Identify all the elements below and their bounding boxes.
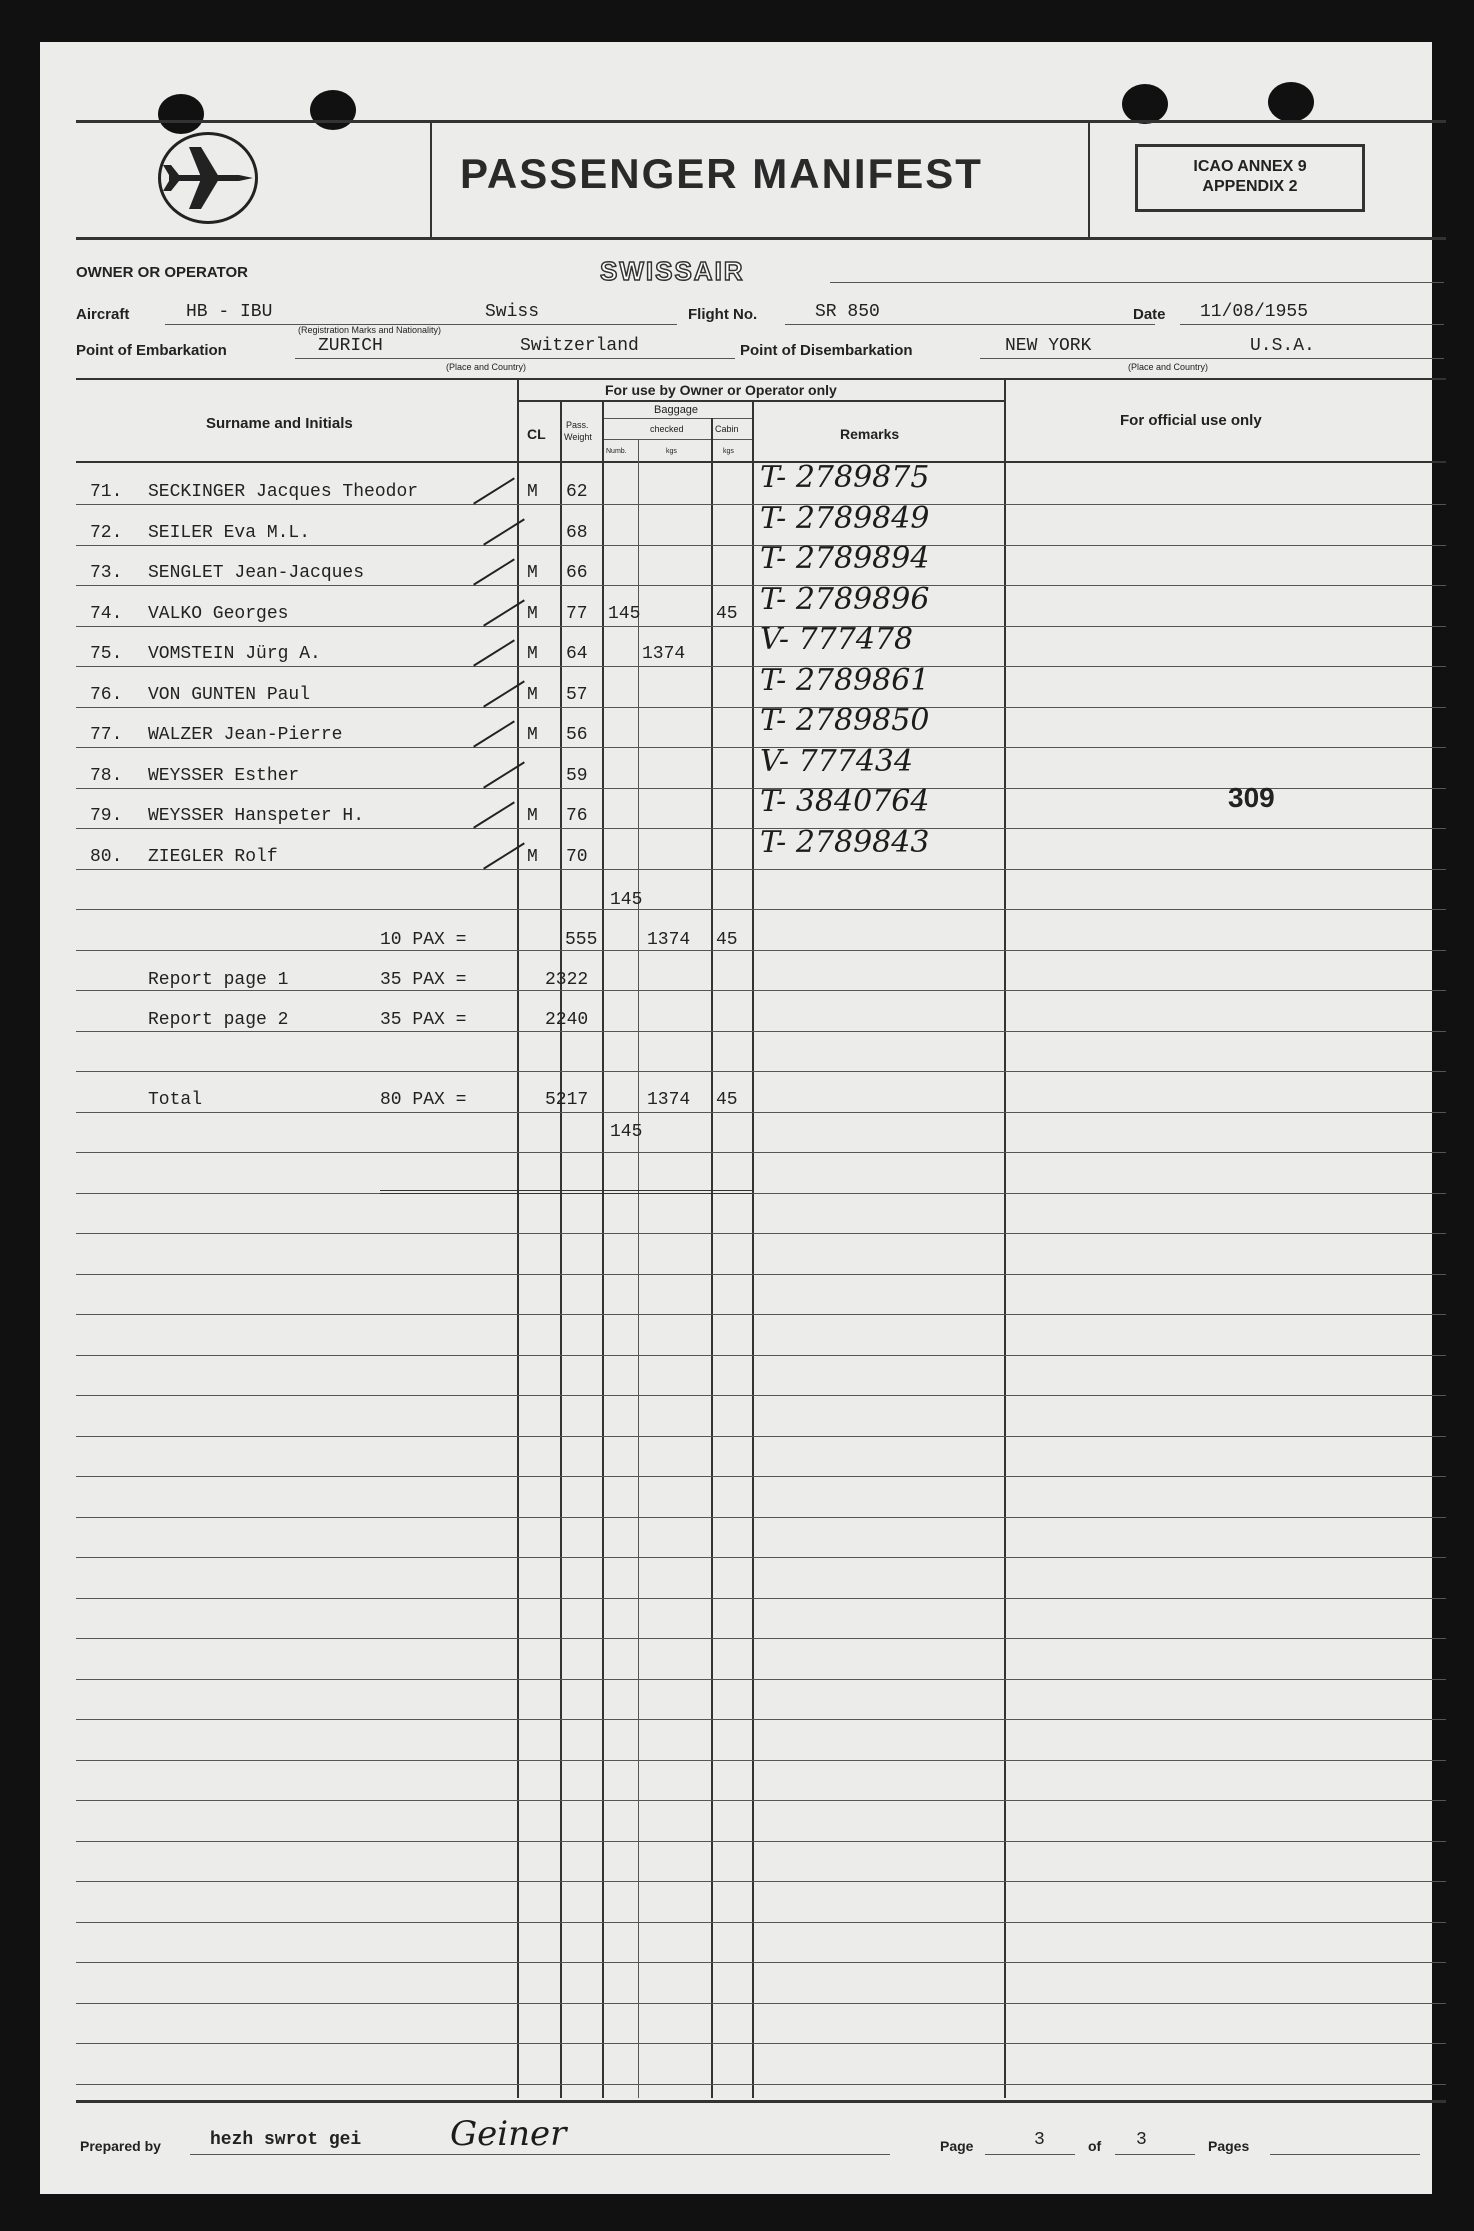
cell-weight: 68	[566, 523, 588, 543]
cell-no: 74.	[90, 604, 123, 624]
cell-cl: M	[527, 604, 538, 624]
cell-name: VON GUNTEN Paul	[148, 685, 311, 705]
cell-name: WEYSSER Hanspeter H.	[148, 806, 365, 826]
place-note-2: (Place and Country)	[1128, 362, 1209, 372]
cell-remark: T- 2789875	[760, 460, 930, 495]
baggage-rule	[602, 418, 752, 419]
cell-no: 76.	[90, 685, 123, 705]
cell-weight: 76	[566, 806, 588, 826]
total-numb: 145	[610, 1122, 643, 1142]
weight-header-1: Pass.	[566, 420, 589, 430]
cell-weight: 70	[566, 847, 588, 867]
disembark-rule	[980, 358, 1444, 359]
cell-cl: M	[527, 725, 538, 745]
prepared-label: Prepared by	[80, 2138, 161, 2154]
row-rule	[76, 1881, 1446, 1882]
cell-no: 73.	[90, 563, 123, 583]
manifest-sheet	[40, 42, 1432, 2194]
cell-remark: V- 777434	[760, 744, 914, 779]
baggage-header: Baggage	[654, 404, 699, 416]
flight-label: Flight No.	[688, 306, 758, 323]
checked-rule	[602, 439, 752, 440]
report-page-1-pax: 35 PAX =	[380, 970, 467, 990]
cell-numb: 145	[608, 604, 641, 624]
disembark-label: Point of Disembarkation	[740, 342, 913, 359]
summary-cabin-10: 45	[716, 930, 738, 950]
column-divider	[638, 439, 639, 2098]
flight-value: SR 850	[815, 302, 880, 322]
of-rule	[1115, 2154, 1195, 2155]
row-rule	[76, 1395, 1446, 1396]
cell-remark: V- 777478	[760, 622, 914, 657]
owner-use-rule	[517, 400, 1004, 402]
cell-cl: M	[527, 563, 538, 583]
aircraft-label: Aircraft	[76, 306, 130, 323]
signature: Geiner	[450, 2114, 567, 2154]
row-rule	[76, 1436, 1446, 1437]
check-mark	[473, 801, 515, 828]
cell-kgs: 1374	[642, 644, 686, 664]
numb-header: Numb.	[606, 448, 627, 455]
row-rule	[76, 869, 1446, 870]
cell-weight: 64	[566, 644, 588, 664]
cell-remark: T- 2789896	[760, 582, 930, 617]
pages-rule	[1270, 2154, 1420, 2155]
header-top-rule	[76, 120, 1446, 123]
page-value: 3	[1034, 2130, 1045, 2150]
pages-label: Pages	[1208, 2138, 1250, 2154]
cell-name: ZIEGLER Rolf	[148, 847, 278, 867]
cell-remark: T- 2789849	[760, 501, 930, 536]
summary-pax-10: 10 PAX =	[380, 930, 467, 950]
row-rule	[76, 950, 1446, 951]
aircraft-value: HB - IBU	[186, 302, 273, 322]
embark-country: Switzerland	[520, 336, 639, 356]
row-rule	[76, 1638, 1446, 1639]
punch-hole	[1122, 84, 1168, 124]
row-rule	[76, 1152, 1446, 1153]
of-label: of	[1088, 2138, 1102, 2154]
row-rule	[76, 2003, 1446, 2004]
report-page-1-weight: 2322	[545, 970, 589, 990]
row-rule	[76, 1679, 1446, 1680]
icao-line-1: ICAO ANNEX 9	[1193, 158, 1307, 175]
embark-rule	[295, 358, 735, 359]
row-rule	[76, 1800, 1446, 1801]
column-divider	[711, 418, 713, 2098]
cell-no: 78.	[90, 766, 123, 786]
check-mark	[473, 720, 515, 747]
row-rule	[76, 1071, 1446, 1072]
prepared-value: hezh swrot gei	[210, 2130, 362, 2150]
punch-hole	[310, 90, 356, 130]
disembark-city: NEW YORK	[1005, 336, 1092, 356]
column-divider	[752, 400, 754, 2098]
cell-name: SECKINGER Jacques Theodor	[148, 482, 419, 502]
report-page-2-weight: 2240	[545, 1010, 589, 1030]
cell-cl: M	[527, 482, 538, 502]
cell-cl: M	[527, 806, 538, 826]
owner-use-header: For use by Owner or Operator only	[605, 382, 837, 398]
total-weight: 5217	[545, 1090, 589, 1110]
place-note-1: (Place and Country)	[446, 362, 527, 372]
cell-name: WEYSSER Esther	[148, 766, 300, 786]
cell-remark: T- 2789894	[760, 541, 930, 576]
weight-header-2: Weight	[564, 432, 592, 442]
cell-weight: 66	[566, 563, 588, 583]
cell-no: 75.	[90, 644, 123, 664]
cell-cl: M	[527, 685, 538, 705]
report-page-2-label: Report page 2	[148, 1010, 289, 1030]
cell-name: VOMSTEIN Jürg A.	[148, 644, 321, 664]
cell-name: VALKO Georges	[148, 604, 289, 624]
check-mark	[473, 639, 515, 666]
row-rule	[76, 1557, 1446, 1558]
cell-no: 79.	[90, 806, 123, 826]
embark-city: ZURICH	[318, 336, 383, 356]
cell-weight: 59	[566, 766, 588, 786]
punch-hole	[1268, 82, 1314, 122]
row-rule	[76, 1517, 1446, 1518]
punch-hole	[158, 94, 204, 134]
row-rule	[76, 1193, 1446, 1194]
nationality-value: Swiss	[485, 302, 540, 322]
cell-remark: T- 2789861	[760, 663, 930, 698]
date-value: 11/08/1955	[1200, 302, 1309, 322]
cell-name: SEILER Eva M.L.	[148, 523, 311, 543]
total-pax: 80 PAX =	[380, 1090, 467, 1110]
registration-note: (Registration Marks and Nationality)	[298, 325, 442, 335]
surname-header: Surname and Initials	[206, 415, 353, 432]
page-title: PASSENGER MANIFEST	[460, 150, 983, 197]
cabin-header: Cabin	[715, 424, 739, 434]
row-rule	[76, 1031, 1446, 1032]
date-label: Date	[1133, 306, 1166, 323]
total-double-rule	[380, 1190, 752, 1194]
header-divider	[1088, 122, 1090, 237]
cell-remark: T- 3840764	[760, 784, 930, 819]
owner-rule	[830, 282, 1444, 283]
cell-cl: M	[527, 644, 538, 664]
header-divider	[430, 122, 432, 237]
row-rule	[76, 2043, 1446, 2044]
aircraft-rule	[165, 324, 677, 325]
kgs-cabin-header: kgs	[723, 448, 734, 455]
row-rule	[76, 1598, 1446, 1599]
column-divider	[1004, 378, 1006, 2098]
column-divider	[560, 400, 562, 2098]
cell-weight: 62	[566, 482, 588, 502]
row-rule	[76, 1922, 1446, 1923]
disembark-country: U.S.A.	[1250, 336, 1315, 356]
cell-no: 72.	[90, 523, 123, 543]
flight-rule	[785, 324, 1155, 325]
report-page-1-label: Report page 1	[148, 970, 289, 990]
owner-value: SWISSAIR	[600, 256, 745, 286]
cl-header: CL	[527, 426, 546, 442]
summary-weight-10: 555	[565, 930, 598, 950]
table-top-rule	[76, 378, 1446, 380]
page-rule	[985, 2154, 1075, 2155]
cell-weight: 57	[566, 685, 588, 705]
row-rule	[76, 2084, 1446, 2085]
cell-weight: 56	[566, 725, 588, 745]
cell-no: 80.	[90, 847, 123, 867]
row-rule	[76, 1112, 1446, 1113]
icao-box	[1135, 144, 1365, 212]
official-number: 309	[1228, 782, 1275, 813]
remarks-header: Remarks	[840, 426, 900, 442]
icao-line-2: APPENDIX 2	[1202, 178, 1298, 195]
cell-weight: 77	[566, 604, 588, 624]
page-label: Page	[940, 2138, 974, 2154]
row-rule	[76, 1355, 1446, 1356]
row-rule	[76, 990, 1446, 991]
cell-cabin: 45	[716, 604, 738, 624]
row-rule	[76, 1274, 1446, 1275]
owner-label: OWNER OR OPERATOR	[76, 264, 248, 281]
row-rule	[76, 1476, 1446, 1477]
kgs-header: kgs	[666, 448, 677, 455]
row-rule	[76, 1314, 1446, 1315]
row-rule	[76, 1841, 1446, 1842]
row-rule	[76, 1760, 1446, 1761]
total-cabin: 45	[716, 1090, 738, 1110]
row-rule	[76, 909, 1446, 910]
total-kgs: 1374	[647, 1090, 691, 1110]
summary-numb-top: 145	[610, 890, 643, 910]
cell-cl: M	[527, 847, 538, 867]
total-label: Total	[148, 1090, 203, 1110]
airplane-logo-icon	[158, 132, 258, 224]
footer-rule	[76, 2100, 1446, 2103]
official-header: For official use only	[1120, 412, 1262, 429]
summary-kgs-10: 1374	[647, 930, 691, 950]
row-rule	[76, 1962, 1446, 1963]
row-rule	[76, 1233, 1446, 1234]
column-divider	[517, 378, 519, 2098]
row-rule	[76, 1719, 1446, 1720]
checked-header: checked	[650, 424, 684, 434]
cell-remark: T- 2789843	[760, 825, 930, 860]
of-value: 3	[1136, 2130, 1147, 2150]
report-page-2-pax: 35 PAX =	[380, 1010, 467, 1030]
cell-name: WALZER Jean-Pierre	[148, 725, 343, 745]
cell-name: SENGLET Jean-Jacques	[148, 563, 365, 583]
check-mark	[473, 477, 515, 504]
header-bottom-rule	[76, 237, 1446, 240]
prepared-rule	[190, 2154, 890, 2155]
check-mark	[473, 558, 515, 585]
date-rule	[1180, 324, 1444, 325]
column-divider	[602, 400, 604, 2098]
cell-remark: T- 2789850	[760, 703, 930, 738]
cell-no: 71.	[90, 482, 123, 502]
cell-no: 77.	[90, 725, 123, 745]
embark-label: Point of Embarkation	[76, 342, 227, 359]
